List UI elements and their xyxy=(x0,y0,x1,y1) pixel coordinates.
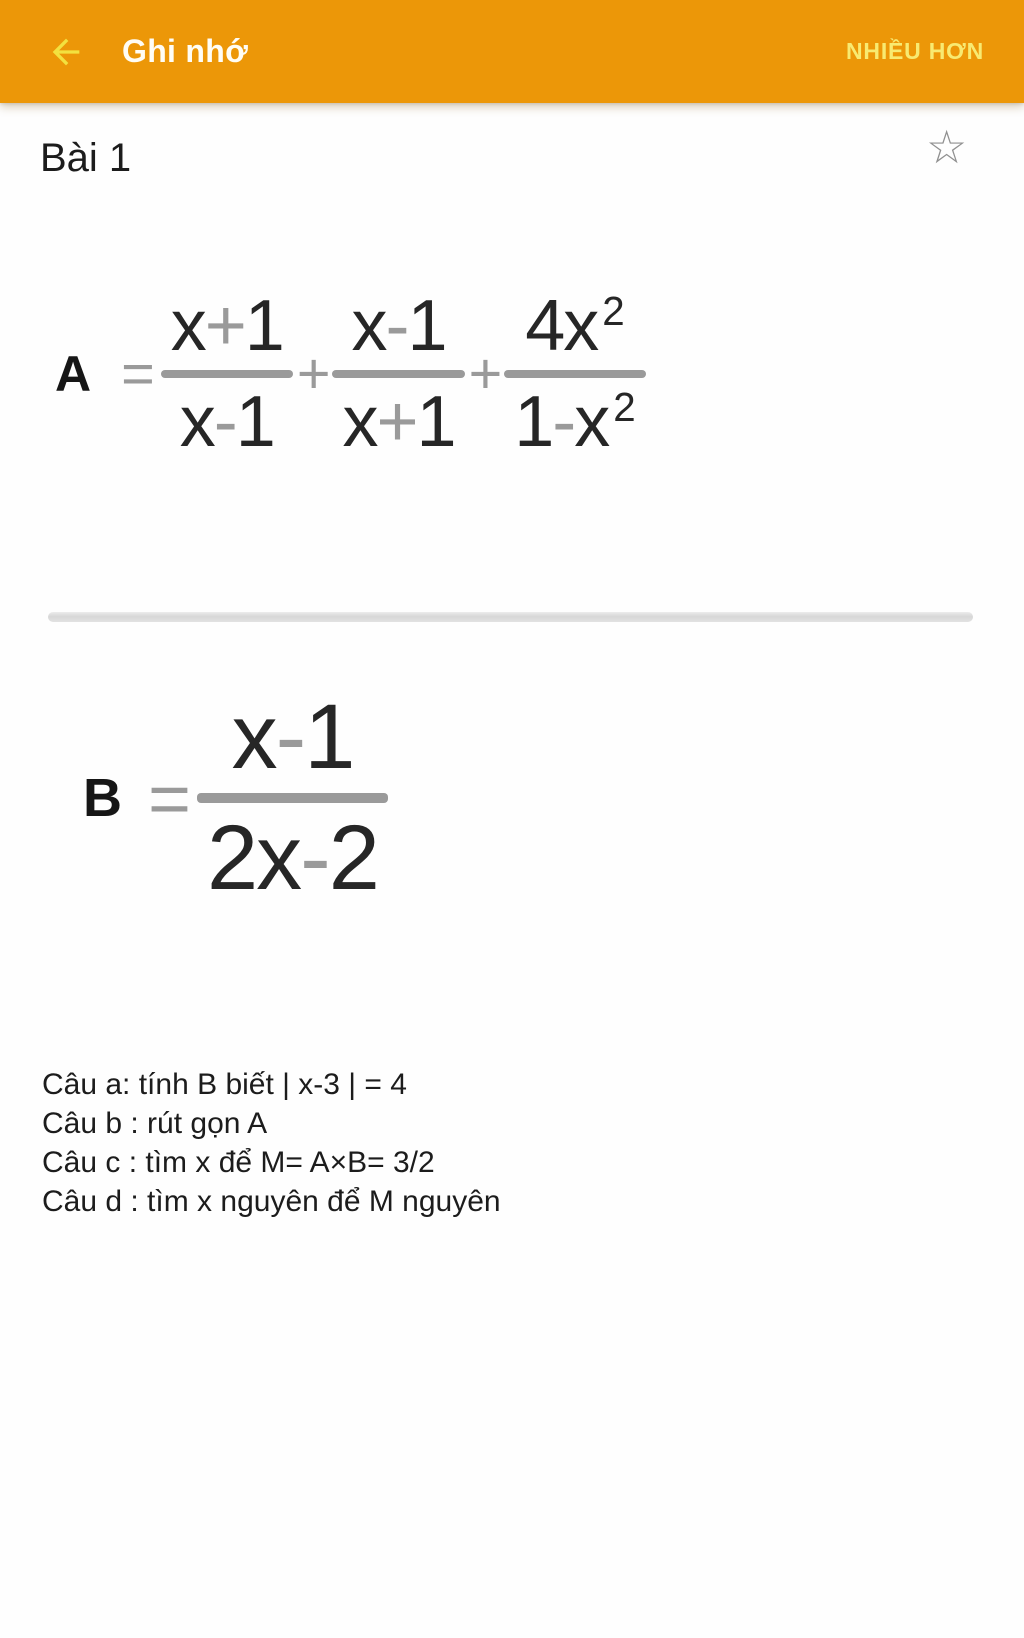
arrow-left-icon xyxy=(46,32,86,72)
fraction-2-numerator: x-1 xyxy=(351,286,446,366)
more-button[interactable]: NHIỀU HƠN xyxy=(846,38,984,64)
question-line-d: Câu d : tìm x nguyên để M nguyên xyxy=(42,1185,501,1218)
question-line-c: Câu c : tìm x để M= A×B= 3/2 xyxy=(42,1146,435,1179)
fraction-1-numerator: x+1 xyxy=(170,286,283,366)
fraction-bar xyxy=(197,793,388,803)
fraction-1-denominator: x-1 xyxy=(179,382,274,463)
equals-sign: = xyxy=(121,342,153,407)
formula-b xyxy=(83,686,388,910)
formula-b-label: B xyxy=(83,768,122,829)
fraction-bar xyxy=(161,370,293,378)
fraction-3-numerator: 4x $^2$ xyxy=(525,286,625,366)
plus-sign: + xyxy=(296,342,329,407)
fraction-2 xyxy=(332,286,464,463)
fraction-bar xyxy=(504,370,645,378)
formula-a-label: A xyxy=(55,346,92,403)
favorite-star-icon[interactable]: ☆ xyxy=(926,120,968,174)
lesson-title: Bài 1 xyxy=(40,136,132,180)
fraction-3-denominator: 1-x $^2$ xyxy=(514,382,636,463)
fraction-b-denominator: 2x-2 xyxy=(206,807,378,910)
equals-sign: = xyxy=(148,756,189,840)
question-line-a: Câu a: tính B biết | x-3 | = 4 xyxy=(42,1068,407,1101)
question-line-b: Câu b : rút gọn A xyxy=(42,1107,268,1140)
fraction-3 xyxy=(504,286,645,463)
fraction-b xyxy=(197,686,388,910)
exponent: 2 xyxy=(602,288,625,335)
back-button[interactable] xyxy=(44,30,88,74)
section-divider xyxy=(48,612,973,622)
plus-sign: + xyxy=(468,342,501,407)
question-list xyxy=(42,1065,501,1221)
fraction-bar xyxy=(332,370,464,378)
fraction-1 xyxy=(161,286,293,463)
exponent: 2 xyxy=(613,384,636,431)
fraction-2-denominator: x+1 xyxy=(342,382,455,463)
page-title: Ghi nhớ xyxy=(122,33,249,69)
fraction-b-numerator: x-1 xyxy=(231,686,354,788)
formula-a xyxy=(55,286,646,463)
app-bar xyxy=(0,0,1024,103)
